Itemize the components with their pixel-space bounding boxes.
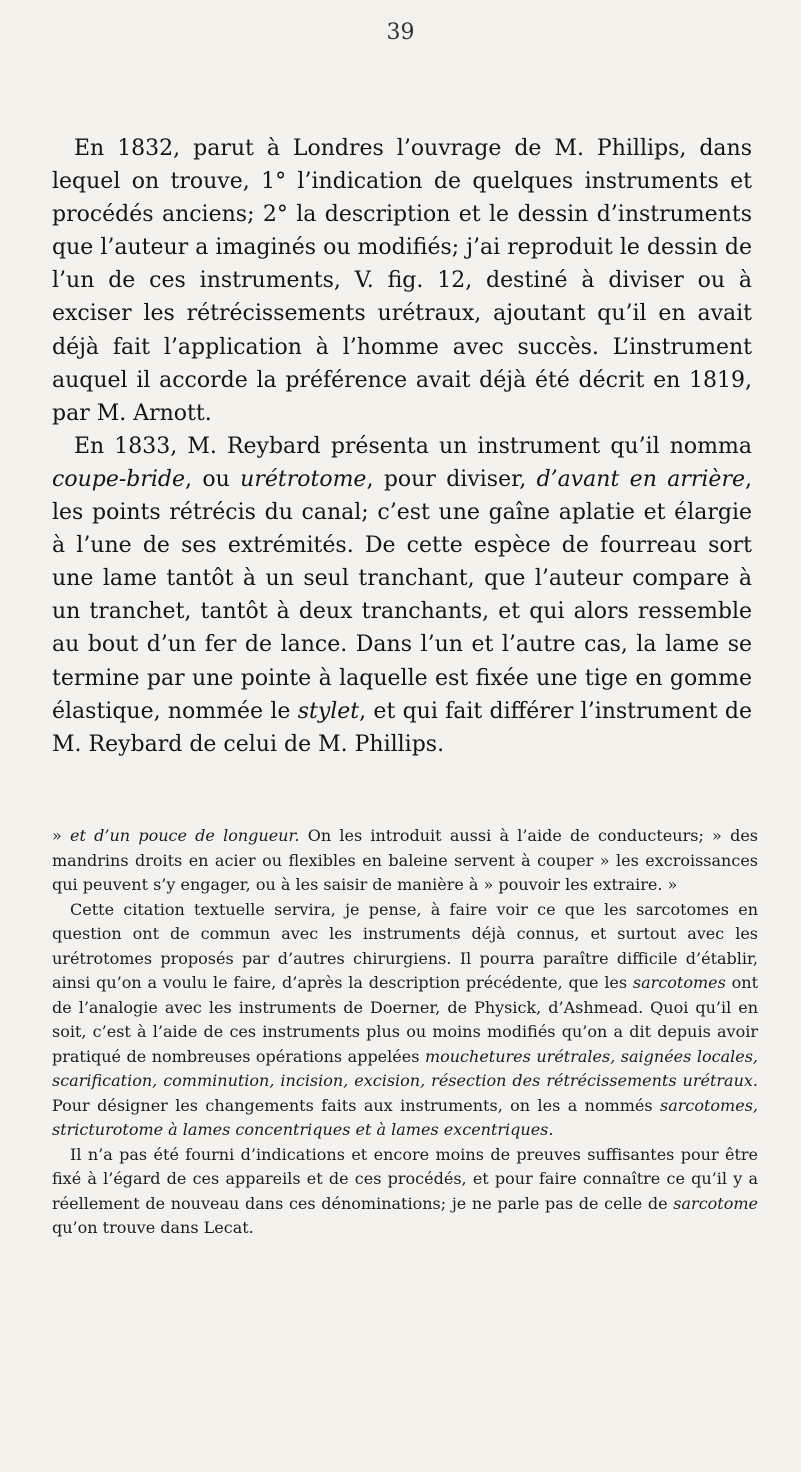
paragraph-text: En 1833, M. Reybard présenta un instrument qu’il nomma — [74, 433, 752, 459]
paragraph-phillips — [52, 132, 752, 430]
paragraph-text: , pour diviser, — [366, 466, 537, 492]
footnote-text: Cette citation textuelle servira, je pense, à faire voir ce que les sarcotomes en question ont de commun avec les instruments déjà connus, et surtout avec les urétrotomes proposés par d’autres chirurgiens. Il pourra paraître difficile d’établir, ainsi qu’on a voulu le faire, d’après la description précédente, que les — [52, 899, 758, 992]
paragraph-text: , et qui fait différer l’instrument de M. Reybard de celui de M. Phillips. — [52, 698, 752, 757]
term-instruments: sarcotomes, stricturotome à lames concentriques et à lames excentriques. — [52, 1095, 758, 1139]
footnote-text: ont de l’analogie avec les instruments de Doerner, de Physick, d’Ashmead. Quoi qu’il en soit, c’est à l’aide de ces instruments plus ou moins modifiés qu’on a dit depuis avoir pratiqué de nombreuses opérations appelées — [52, 973, 759, 1066]
footnote-paragraph-conclusion — [52, 1143, 758, 1241]
paragraph-text: En 1832, parut à Londres l’ouvrage de M. Phillips, dans lequel on trouve, 1° l’indication de quelques instruments et procédés anciens; 2° la description et le dessin d’instruments que l’auteur a imaginés ou modifiés; j’ai reproduit le dessin de l’un de ces instruments, V. fig. 12, destiné à diviser ou à exciser les rétrécissements urétraux, ajoutant qu’il en avait déjà fait l’application à l’homme avec succès. L’instrument auquel il accorde la préférence avait déjà été décrit en 1819, par M. Arnott. — [52, 136, 752, 426]
footnote-text: Pour désigner les changements faits aux instruments, on les a nommés — [52, 1095, 660, 1115]
footnote-paragraph-citation — [52, 898, 758, 1143]
term-sarcotome: sarcotome — [673, 1193, 758, 1213]
main-text — [52, 132, 752, 761]
term-uretrotome: urétrotome — [240, 466, 367, 492]
term-avant-arriere: d’avant en arrière — [536, 466, 745, 492]
term-sarcotomes: sarcotomes — [632, 973, 726, 992]
term-operations: mouchetures urétrales, saignées locales, scarification, comminution, incision, excision, résection des rétrécissements urétraux. — [52, 1046, 759, 1090]
footnote-text: On les introduit aussi à l’aide de conducteurs; » des mandrins droits en acier ou flexibles en baleine servent à couper » les excroissances qui peuvent s’y engager, ou à les saisir de manière à » pouvoir les extraire. » — [52, 826, 759, 894]
footnote — [52, 824, 758, 1241]
footnote-quote — [52, 824, 758, 898]
paragraph-reybard — [52, 430, 752, 761]
footnote-text: qu’on trouve dans Lecat. — [52, 1218, 254, 1237]
footnote-text: Il n’a pas été fourni d’indications et encore moins de preuves suffisantes pour être fixé à l’égard de ces appareils et de ces procédés, et pour faire connaître ce qu’il y a réellement de nouveau dans ces dénominations; je ne parle pas de celle de — [52, 1144, 758, 1213]
term-coupe-bride: coupe-bride — [52, 466, 186, 492]
paragraph-text: , les points rétrécis du canal; c’est une gaîne aplatie et élargie à l’une de ses extrémités. De cette espèce de fourreau sort une lame tantôt à un seul tranchant, que l’auteur compare à un tranchet, tantôt à deux tranchants, et qui alors ressemble au bout d’un fer de lance. Dans l’un et l’autre cas, la lame se termine par une pointe à laquelle est fixée une tige en gomme élastique, nommée le — [52, 466, 752, 724]
term-stylet: stylet — [297, 698, 360, 724]
quote-mark: » — [52, 826, 71, 845]
paragraph-text: , ou — [185, 466, 241, 492]
footnote-italic: et d’un pouce de longueur. — [70, 826, 300, 845]
page-number: 39 — [386, 20, 415, 45]
